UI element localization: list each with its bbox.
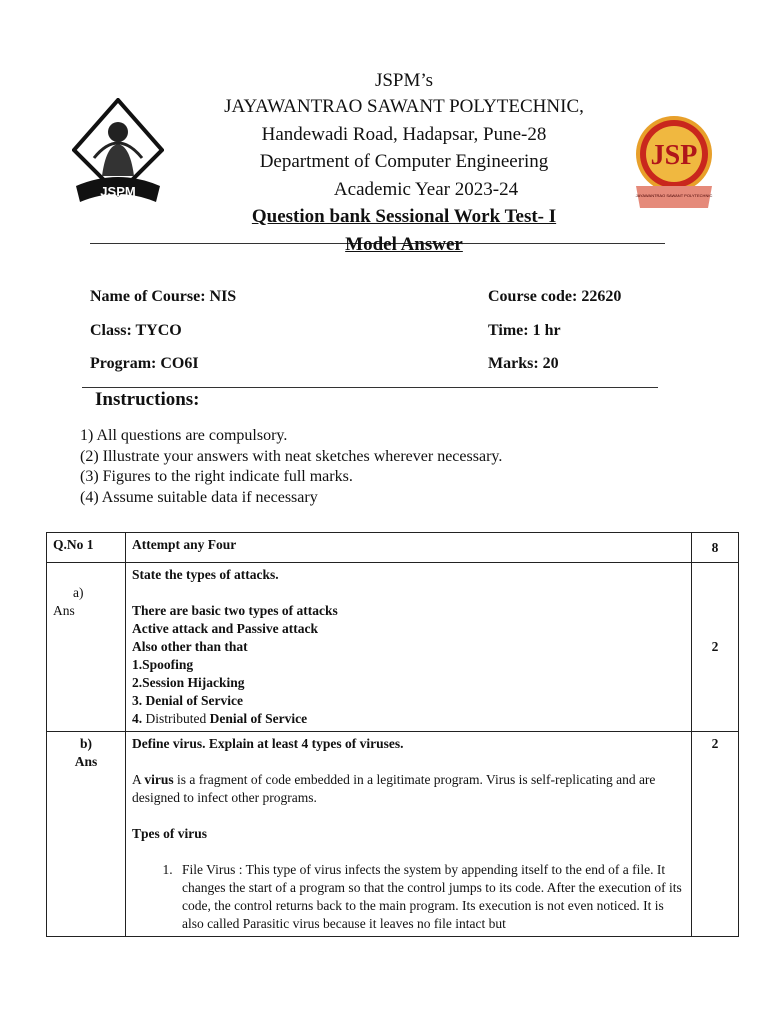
question-label-cell xyxy=(47,563,126,732)
answer-line: 3. Denial of Service xyxy=(132,693,243,708)
virus-types-heading: Tpes of virus xyxy=(132,826,208,841)
svg-text:JAYAWANTRAO SAWANT POLYTECHNIC: JAYAWANTRAO SAWANT POLYTECHNIC xyxy=(635,193,713,198)
qno-cell: Q.No 1 xyxy=(47,533,126,563)
ans-label: Ans xyxy=(74,754,98,769)
institute-name: JAYAWANTRAO SAWANT POLYTECHNIC, xyxy=(224,96,584,117)
class-info: Class: TYCO xyxy=(90,322,182,339)
answer-cell xyxy=(126,563,692,732)
meta-rule xyxy=(82,387,658,388)
question-marks: 2 xyxy=(692,563,739,732)
instruction-item: (2) Illustrate your answers with neat sketches wherever necessary. xyxy=(80,448,503,465)
answer-line: 4. Distributed Denial of Service xyxy=(132,711,308,726)
question-label-cell xyxy=(47,732,126,937)
institute-address: Handewadi Road, Hadapsar, Pune-28 xyxy=(261,124,547,145)
document-title: Question bank Sessional Work Test- I xyxy=(251,206,557,227)
org-name: JSPM’s xyxy=(374,70,434,91)
answer-line: 2.Session Hijacking xyxy=(132,675,245,690)
table-row xyxy=(47,563,739,732)
instruction-item: 1) All questions are compulsory. xyxy=(80,427,288,444)
table-row xyxy=(47,732,739,937)
section-instruction: Attempt any Four xyxy=(126,533,692,563)
virus-types-list xyxy=(132,861,685,933)
ans-label: Ans xyxy=(53,603,75,618)
table-header-row xyxy=(47,533,739,563)
question-table xyxy=(46,532,739,937)
answer-line: 1.Spoofing xyxy=(132,657,194,672)
marks-info: Marks: 20 xyxy=(488,355,559,372)
question-label: b) xyxy=(79,736,92,751)
question-marks: 2 xyxy=(692,732,739,937)
department-name: Department of Computer Engineering xyxy=(259,151,549,172)
academic-year: Academic Year 2023-24 xyxy=(333,179,519,200)
answer-line: Active attack and Passive attack xyxy=(132,621,318,636)
virus-definition: A virus is a fragment of code embedded in a legitimate program. Virus is self-replicating and are designed to infect other programs. xyxy=(132,772,656,805)
course-name: Name of Course: NIS xyxy=(90,288,237,305)
instruction-item: (3) Figures to the right indicate full marks. xyxy=(80,468,353,485)
answer-line: There are basic two types of attacks xyxy=(132,603,338,618)
answer-line: Also other than that xyxy=(132,639,248,654)
question-label: a) xyxy=(73,585,84,600)
question-text: State the types of attacks. xyxy=(132,567,279,582)
svg-text:JSPM: JSPM xyxy=(100,184,136,199)
list-item: 1. File Virus : This type of virus infects the system by appending itself to the end of a file. It changes the start of a program so that the control jumps to its code. After the execution of its code, the control returns back to the main program. Its execution is not even noticed. It is also called Parasitic virus because it leaves no file intact but xyxy=(176,861,685,933)
document-subtitle: Model Answer xyxy=(345,234,463,255)
answer-cell xyxy=(126,732,692,937)
svg-text:JSP: JSP xyxy=(650,140,698,171)
question-text: Define virus. Explain at least 4 types of viruses. xyxy=(132,736,404,751)
section-marks: 8 xyxy=(692,533,739,563)
program-info: Program: CO6I xyxy=(90,355,199,372)
course-code: Course code: 22620 xyxy=(488,288,622,305)
time-info: Time: 1 hr xyxy=(488,322,561,339)
instructions-title: Instructions: xyxy=(95,389,200,410)
instruction-item: (4) Assume suitable data if necessary xyxy=(80,489,318,506)
